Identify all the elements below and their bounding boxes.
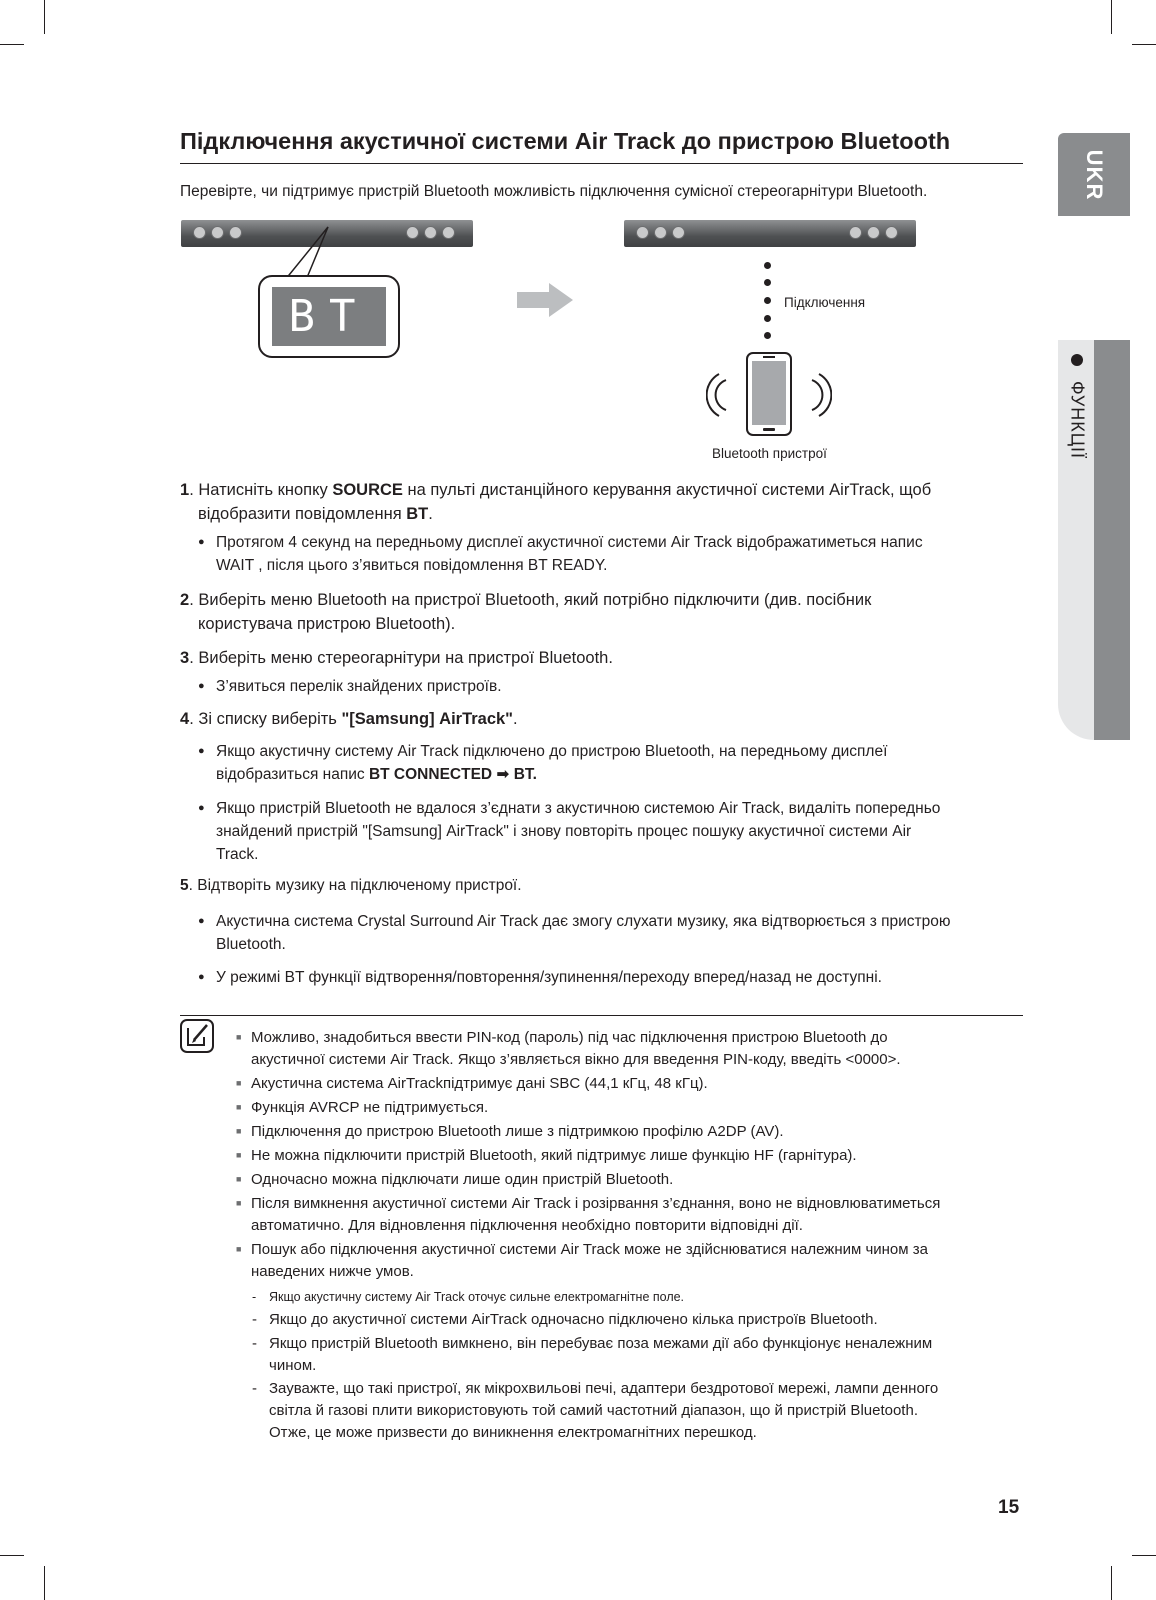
- step-text: Відтворіть музику на підключеному пристрої.: [197, 877, 522, 894]
- step-text: користувача пристрою Bluetooth).: [198, 615, 456, 633]
- page-number: 15: [998, 1497, 1020, 1518]
- step-5: 5. Відтворіть музику на підключеному пристрої.: [180, 877, 522, 894]
- sub-note-item: [252, 1286, 1044, 1308]
- connection-dot: [764, 279, 771, 286]
- bullet-item: [198, 740, 1031, 786]
- soundbar-button-icon: [211, 226, 224, 239]
- bullet-item: [198, 531, 1031, 577]
- step-text: на пульті дистанційного керування акустичної системи AirTrack, щоб: [402, 481, 932, 499]
- soundbar-button-icon: [424, 226, 437, 239]
- note-item: [236, 1097, 1041, 1119]
- device-label: Bluetooth пристрої: [712, 446, 827, 461]
- soundbar-button-icon: [229, 226, 242, 239]
- step-number: 5: [180, 877, 189, 894]
- crop-mark: [0, 1555, 24, 1556]
- sub-note-item: [252, 1309, 1044, 1331]
- note-pencil-icon: [180, 1019, 214, 1053]
- bullet-text: Track.: [216, 846, 259, 863]
- notes-divider: [180, 1015, 1023, 1016]
- sub-note-text: Отже, це може призвести до виникнення електромагнітних перешкод.: [269, 1424, 757, 1441]
- display-readout: BT: [272, 287, 386, 346]
- bullet-text: Протягом 4 секунд на передньому дисплеї акустичної системи Air Track відображатиметься напис: [216, 534, 923, 551]
- bullet-text: , після цього з’явиться повідомлення: [253, 557, 528, 574]
- soundbar-button-icon: [654, 226, 667, 239]
- step-text: .: [428, 505, 433, 523]
- note-text: Підключення до пристрою Bluetooth лише з підтримкою профілю A2DP (AV).: [251, 1123, 784, 1140]
- note-text: Одночасно можна підключати лише один пристрій Bluetooth.: [251, 1171, 674, 1188]
- note-text: акустичної системи Air Track. Якщо з’являється вікно для введення PIN-коду, введіть <0000>.: [251, 1051, 901, 1068]
- connection-dot: [764, 332, 771, 339]
- sub-note-text: Якщо пристрій Bluetooth вимкнено, він перебуває поза межами дії або функціонує неналежним: [269, 1335, 933, 1352]
- crop-mark: [1111, 0, 1112, 34]
- page-title: Підключення акустичної системи Air Track до пристрою Bluetooth: [180, 128, 951, 154]
- crop-mark: [44, 1566, 45, 1600]
- crop-mark: [1132, 1555, 1156, 1556]
- sub-note-item: [252, 1333, 1044, 1377]
- connection-label: Підключення: [784, 295, 866, 310]
- bullet-item: [198, 910, 1031, 956]
- soundbar-button-icon: [849, 226, 862, 239]
- step-number: 2: [180, 591, 190, 609]
- display-callout: [258, 275, 400, 358]
- connection-dot: [764, 315, 771, 322]
- soundbar-illustration: [624, 220, 916, 247]
- section-tab-label: ФУНКЦІЇ: [1067, 380, 1088, 460]
- sub-note-text: Якщо акустичну систему Air Track оточує сильне електромагнітне поле.: [269, 1290, 685, 1304]
- note-text: Акустична система AirTrackпідтримує дані SBC (44,1 кГц, 48 кГц).: [251, 1075, 708, 1092]
- note-text: Пошук або підключення акустичної системи Air Track може не здійснюватися належним чином за: [251, 1241, 928, 1258]
- sub-note-text: Зауважте, що такі пристрої, як мікрохвильові печі, адаптери бездротової мережі, лампи денного: [269, 1380, 939, 1397]
- step-text: Виберіть меню стереогарнітури на пристрої Bluetooth.: [198, 649, 613, 667]
- note-item: [236, 1027, 1041, 1071]
- bullet-item: [198, 675, 1031, 698]
- note-text: Можливо, знадобиться ввести PIN-код (пароль) під час підключення пристрою Bluetooth до: [251, 1029, 888, 1046]
- bullet-text: Bluetooth.: [216, 936, 286, 953]
- step-text: .: [513, 710, 518, 728]
- bullet-text: .: [603, 557, 608, 574]
- step-keyword: SOURCE: [332, 481, 403, 499]
- soundbar-button-icon: [193, 226, 206, 239]
- sub-note-text: Якщо до акустичної системи AirTrack одночасно підключено кілька пристроїв Bluetooth.: [269, 1311, 878, 1328]
- note-item: [236, 1193, 1041, 1237]
- bullet-text: Акустична система Crystal Surround Air Track дає змогу слухати музику, яка відтворюється з пристрою: [216, 913, 951, 930]
- note-text: Після вимкнення акустичної системи Air Track і розірвання з’єднання, воно не відновлюватиметься: [251, 1195, 941, 1212]
- language-tab: [1058, 133, 1130, 216]
- soundbar-button-icon: [406, 226, 419, 239]
- soundbar-button-icon: [672, 226, 685, 239]
- soundbar-button-icon: [442, 226, 455, 239]
- connection-dot: [764, 297, 771, 304]
- bullet-item: [198, 966, 1031, 989]
- bullet-text: Якщо акустичну систему Air Track підключено до пристрою Bluetooth, на передньому дисплеї: [216, 743, 888, 760]
- note-text: Не можна підключити пристрій Bluetooth, який підтримує лише функцію HF (гарнітура).: [251, 1147, 857, 1164]
- soundbar-button-icon: [867, 226, 880, 239]
- step-keyword: BT: [406, 505, 429, 523]
- crop-mark: [0, 44, 24, 45]
- step-number: 1: [180, 481, 190, 499]
- step-2: 2. Виберіть меню Bluetooth на пристрої Bluetooth, який потрібно підключити (див. посібник користувача пристрою Bluetooth).: [180, 588, 1020, 636]
- step-text: відобразити повідомлення: [198, 505, 407, 523]
- soundbar-button-icon: [885, 226, 898, 239]
- note-text: Функція AVRCP не підтримується.: [251, 1099, 489, 1116]
- connection-dot: [764, 262, 771, 269]
- step-text: Натисніть кнопку: [198, 481, 333, 499]
- step-number: 4: [180, 710, 190, 728]
- section-tab-stripe: [1094, 340, 1130, 740]
- sub-note-text: чином.: [269, 1357, 317, 1374]
- soundbar-button-icon: [636, 226, 649, 239]
- step-4: 4. Зі списку виберіть "[Samsung] AirTrack".: [180, 710, 518, 728]
- bullet-text: відобразиться напис: [216, 766, 369, 783]
- smartphone-icon: [706, 352, 832, 436]
- step-number: 3: [180, 649, 190, 667]
- step-1: 1. Натисніть кнопку SOURCE на пульті дистанційного керування акустичної системи AirTrack, щоб відобразити повідомлення BT.: [180, 481, 932, 523]
- note-item: [236, 1073, 1041, 1095]
- bullet-text: знайдений пристрій "[Samsung] AirTrack" і знову повторіть процес пошуку акустичної системи Air: [216, 823, 912, 840]
- arrow-right-icon: [517, 283, 573, 317]
- bullet-text: З’явиться перелік знайдених пристроїв.: [216, 678, 502, 695]
- bullet-text: WAIT: [216, 557, 254, 574]
- note-item: [236, 1239, 1041, 1283]
- step-text: Зі списку виберіть: [198, 710, 342, 728]
- note-item: [236, 1169, 1041, 1191]
- language-tab-label: UKR: [1082, 149, 1107, 200]
- bullet-text: BT READY: [527, 557, 604, 574]
- crop-mark: [44, 0, 45, 34]
- note-item: [236, 1121, 1041, 1143]
- bullet-text: Якщо пристрій Bluetooth не вдалося з’єднати з акустичною системою Air Track, видаліть попередньо: [216, 800, 941, 817]
- step-text: Виберіть меню Bluetooth на пристрої Bluetooth, який потрібно підключити (див. посібник: [198, 591, 872, 609]
- section-bullet-icon: [1071, 354, 1083, 366]
- title-divider: [180, 163, 1023, 164]
- sub-note-item: [252, 1378, 1044, 1444]
- step-keyword: "[Samsung] AirTrack": [341, 710, 514, 728]
- note-text: наведених нижче умов.: [251, 1263, 414, 1280]
- crop-mark: [1111, 1566, 1112, 1600]
- crop-mark: [1132, 44, 1156, 45]
- bullet-text: У режимі BT функції відтворення/повторення/зупинення/переходу вперед/назад не доступні.: [216, 969, 882, 986]
- bullet-keyword: BT CONNECTED ➡ BT.: [368, 766, 537, 783]
- note-text: автоматично. Для відновлення підключення необхідно повторити відповідні дії.: [251, 1217, 803, 1234]
- sub-note-text: світла й газові плити використовують той самий частотний діапазон, що й пристрій Bluetooth.: [269, 1402, 918, 1419]
- intro-text: Перевірте, чи підтримує пристрій Bluetooth можливість підключення сумісної стереогарнітури Bluetooth.: [180, 183, 928, 200]
- bullet-item: [198, 797, 1031, 866]
- step-3: 3. Виберіть меню стереогарнітури на пристрої Bluetooth.: [180, 649, 613, 667]
- note-item: [236, 1145, 1041, 1167]
